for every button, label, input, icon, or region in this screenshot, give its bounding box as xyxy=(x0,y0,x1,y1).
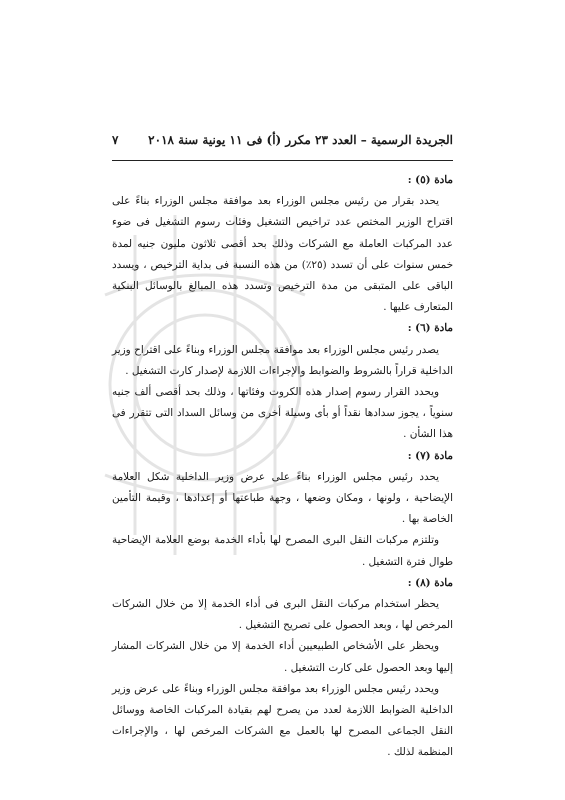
article-8 xyxy=(112,573,453,764)
article-paragraph: يحظر استخدام مركبات النقل البرى فى أداء الخدمة إلا من خلال الشركات المرخص لها ، وبعد الحصول على تصريح التشغيل . xyxy=(112,598,453,632)
article-paragraph: وتلتزم مركبات النقل البرى المصرح لها بأداء الخدمة بوضع العلامة الإيضاحية طوال فترة التشغيل . xyxy=(112,534,453,568)
page-header xyxy=(112,133,453,147)
article-paragraph: يصدر رئيس مجلس الوزراء بعد موافقة مجلس الوزراء وبناءً على اقتراح وزير الداخلية قراراً بالشروط والضوابط والإجراءات اللازمة لإصدار كارت التشغيل . xyxy=(112,343,453,377)
article-paragraph: ويحدد رئيس مجلس الوزراء بعد موافقة مجلس الوزراء وبناءً على عرض وزير الداخلية الضوابط اللازمة لعدد من يصرح لهم بقيادة المركبات الخاصة ووسائل النقل الجماعى المصرح لها بالعمل مع الشركات المرخص لها ، والإجراءات المنظمة لذلك . xyxy=(112,682,453,759)
article-paragraph: يحدد بقرار من رئيس مجلس الوزراء بعد موافقة مجلس الوزراء بناءً على اقتراح الوزير المختص عدد تراخيص التشغيل وفئات رسوم التشغيل فى ضوء عدد المركبات العاملة مع الشركات وذلك بحد أقصى ثلاثون مليون جنيه لمدة خمس سنوات على أن تسدد (٢٥٪) من هذه النسبة فى بداية الترخيص ، ويسدد الباقى على المتبقى من مدة الترخيص وتسدد هذه المبالغ بالوسائل البنكية المتعارف عليها . xyxy=(112,195,453,314)
article-paragraph: ويحظر على الأشخاص الطبيعيين أداء الخدمة إلا من خلال الشركات المشار إليها وبعد الحصول على كارت التشغيل . xyxy=(112,640,453,674)
article-paragraph: ويحدد القرار رسوم إصدار هذه الكروت وفئاتها ، وذلك بحد أقصى ألف جنيه سنوياً ، يجوز سدادها نقداً أو بأى وسيلة أخرى من وسائل السداد التى تتقرر فى هذا الشأن . xyxy=(112,386,453,441)
article-paragraph: يحدد رئيس مجلس الوزراء بناءً على عرض وزير الداخلية شكل العلامة الإيضاحية ، ولونها ، ومكان وضعها ، وجهة طباعتها أو إعدادها ، وقيمة التأمين الخاصة بها . xyxy=(112,470,453,526)
page-number: ٧ xyxy=(112,133,119,147)
article-6 xyxy=(112,318,453,445)
article-title: مادة (٥) : xyxy=(407,174,453,186)
article-body xyxy=(112,170,453,764)
article-5 xyxy=(112,170,453,318)
header-title: الجريدة الرسمية – العدد ٢٣ مكرر (أ) فى ١١ يونية سنة ٢٠١٨ xyxy=(148,133,453,147)
article-7 xyxy=(112,446,453,573)
article-title: مادة (٦) : xyxy=(407,322,453,335)
header-divider xyxy=(112,160,453,161)
article-title: مادة (٨) : xyxy=(407,576,453,589)
article-title: مادة (٧) : xyxy=(407,449,453,462)
